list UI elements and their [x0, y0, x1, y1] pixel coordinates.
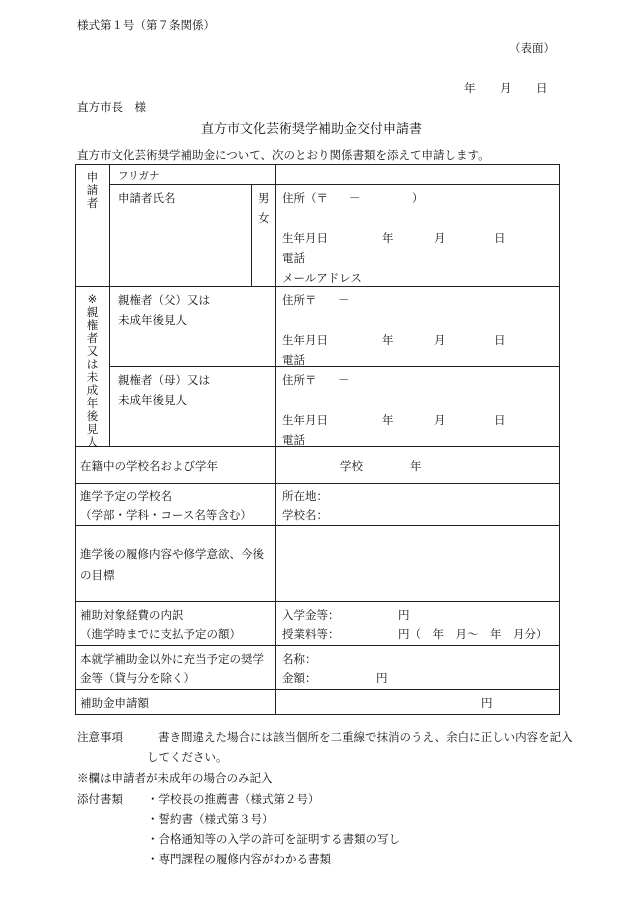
request-label: 補助金申請額 [80, 696, 149, 710]
study-plan-label-2: の目標 [80, 568, 115, 582]
other-label-1: 本就学補助金以外に充当予定の奨学 [80, 652, 264, 666]
other-label-2: 金等（貸与分を除く） [80, 671, 195, 685]
mother-birth-year: 年 [382, 413, 394, 427]
grade-unit: 年 [410, 459, 422, 473]
father-contact-cell[interactable] [276, 287, 560, 367]
planned-school-field[interactable] [276, 484, 560, 526]
father-birth-month: 月 [434, 333, 446, 347]
address-dash: － [349, 191, 361, 205]
date-month: 月 [500, 81, 512, 95]
gender-male[interactable]: 男 [258, 191, 270, 205]
other-amount-yen: 円 [376, 671, 388, 685]
birth-day: 日 [494, 231, 506, 245]
other-scholarship-field[interactable] [276, 646, 560, 690]
caution-line-1: 書き間違えた場合には該当個所を二重線で抹消のうえ、余白に正しい内容を記入 [158, 730, 573, 744]
father-birth-year: 年 [382, 333, 394, 347]
request-label-cell [76, 690, 276, 715]
planned-school-label-cell [76, 484, 276, 526]
applicant-contact-cell[interactable] [276, 185, 560, 287]
father-name-field[interactable] [110, 287, 276, 367]
father-label-1: 親権者（父）又は [118, 293, 210, 307]
attachment-item: ・合格通知等の入学の許可を証明する書類の写し [147, 832, 400, 846]
guardian-group-label: ※ 親 権 者 又 は 未 成 年 後 見 人 [76, 287, 110, 447]
mother-birth-month: 月 [434, 413, 446, 427]
addressee: 直方市長 様 [77, 100, 146, 114]
applicant-name-label: 申請者氏名 [118, 191, 176, 205]
father-label-2: 未成年後見人 [118, 313, 187, 327]
expense-label-cell [76, 602, 276, 646]
mother-address-label: 住所〒 [282, 373, 317, 387]
intro-text: 直方市文化芸術奨学補助金について、次のとおり関係書類を添えて申請します。 [77, 148, 490, 162]
current-school-label-cell [76, 447, 276, 484]
admission-fee-label: 入学金等： [282, 608, 340, 622]
address-close: ） [412, 191, 424, 205]
mother-label-1: 親権者（母）又は [118, 373, 210, 387]
mother-birth-day: 日 [494, 413, 506, 427]
tuition-period: 円（ 年 月～ 年 月分） [398, 627, 548, 641]
other-amount-label: 金額： [282, 671, 317, 685]
attach-label: 添付書類 [77, 792, 123, 806]
request-yen: 円 [481, 696, 493, 710]
father-birth-label: 生年月日 [282, 333, 328, 347]
applicant-name-field[interactable] [110, 185, 252, 287]
father-address-dash: － [338, 293, 350, 307]
application-form-table [75, 164, 560, 715]
school-name-label: 学校名： [282, 508, 328, 522]
current-school-field[interactable] [276, 447, 560, 484]
phone-label: 電話 [282, 251, 305, 265]
study-plan-label-cell [76, 526, 276, 602]
current-school-label: 在籍中の学校名および学年 [80, 459, 218, 473]
caution-label: 注意事項 [77, 730, 123, 744]
location-label: 所在地： [282, 489, 328, 503]
caution-line-2: してください。 [147, 750, 228, 764]
expense-field[interactable] [276, 602, 560, 646]
mother-birth-label: 生年月日 [282, 413, 328, 427]
expense-label-2: （進学時までに支払予定の額） [80, 627, 241, 641]
date-day: 日 [536, 81, 548, 95]
mother-name-field[interactable] [110, 367, 276, 447]
address-label: 住所（〒 [282, 191, 328, 205]
planned-school-label-1: 進学予定の学校名 [80, 489, 172, 503]
expense-label-1: 補助対象経費の内訳 [80, 608, 184, 622]
father-address-label: 住所〒 [282, 293, 317, 307]
attachment-item: ・学校長の推薦書（様式第２号） [147, 792, 320, 806]
study-plan-field[interactable] [276, 526, 560, 602]
birth-year: 年 [382, 231, 394, 245]
request-amount-field[interactable] [276, 690, 560, 715]
gender-cell[interactable] [252, 185, 276, 287]
form-number: 様式第１号（第７条関係） [77, 18, 215, 32]
applicant-group-label: 申 請 者 [76, 165, 110, 287]
furigana-label-cell [110, 165, 276, 185]
page-title: 直方市文化芸術奨学補助金交付申請書 [201, 122, 423, 137]
mother-address-dash: － [338, 373, 350, 387]
mother-contact-cell[interactable] [276, 367, 560, 447]
attachment-item: ・誓約書（様式第３号） [147, 812, 274, 826]
attachment-item: ・専門課程の履修内容がわかる書類 [147, 852, 331, 866]
gender-female[interactable]: 女 [258, 211, 270, 225]
mother-label-2: 未成年後見人 [118, 393, 187, 407]
planned-school-label-2: （学部・学科・コース名等含む） [80, 508, 252, 522]
admission-fee-yen: 円 [398, 608, 410, 622]
father-birth-day: 日 [494, 333, 506, 347]
school-unit: 学校 [340, 459, 363, 473]
furigana-label: フリガナ [118, 170, 160, 182]
guardian-note: ※欄は申請者が未成年の場合のみ記入 [77, 771, 273, 785]
other-name-label: 名称： [282, 652, 317, 666]
study-plan-label-1: 進学後の履修内容や修学意欲、今後 [80, 547, 264, 561]
father-phone-label: 電話 [282, 353, 305, 367]
email-label: メールアドレス [282, 271, 362, 285]
furigana-field[interactable] [276, 165, 560, 185]
tuition-label: 授業料等： [282, 627, 340, 641]
birth-label: 生年月日 [282, 231, 328, 245]
other-scholarship-label-cell [76, 646, 276, 690]
mother-phone-label: 電話 [282, 433, 305, 447]
form-side: （表面） [509, 41, 555, 55]
date-year: 年 [464, 81, 476, 95]
birth-month: 月 [434, 231, 446, 245]
